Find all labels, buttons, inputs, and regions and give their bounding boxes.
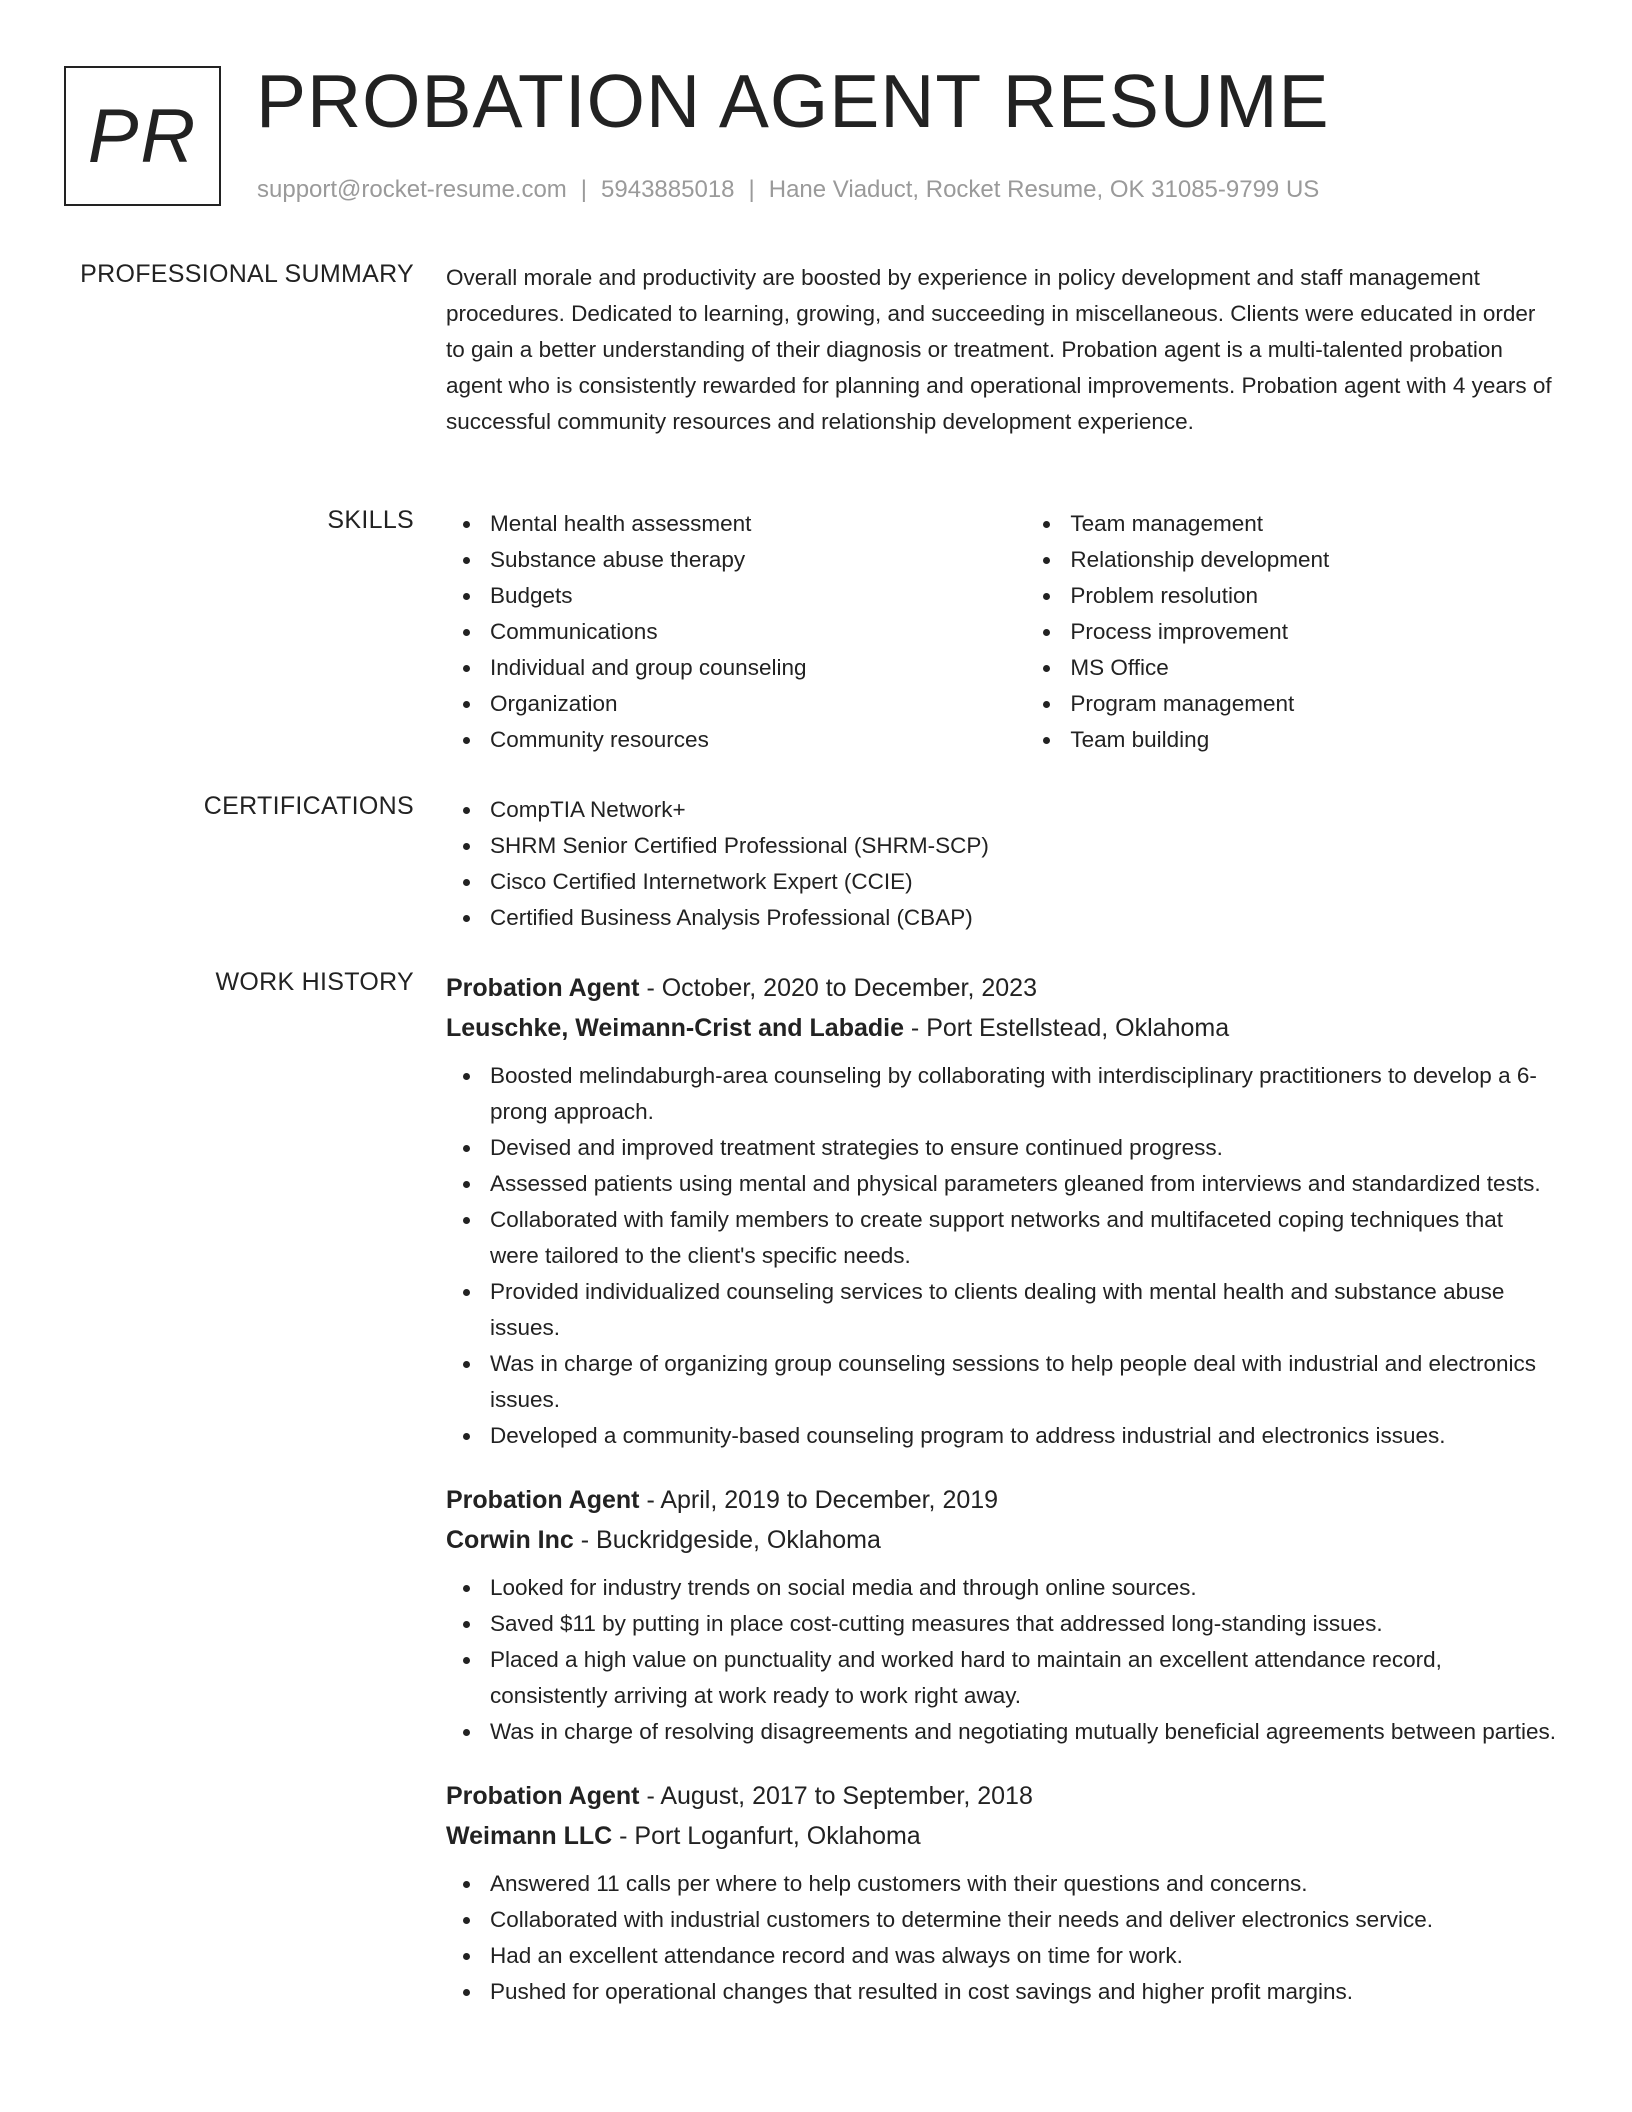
skill-item: Individual and group counseling [490,650,1026,686]
job-company: Leuschke, Weimann-Crist and Labadie [446,1014,904,1042]
certification-item: Cisco Certified Internetwork Expert (CCIE) [490,864,1558,900]
contact-line [257,176,1319,204]
certifications-body [446,792,1558,936]
section-label-summary: PROFESSIONAL SUMMARY [80,260,414,288]
skill-item: Program management [1070,686,1558,722]
skill-item: Problem resolution [1070,578,1558,614]
job-company-line [446,1008,1558,1048]
job-location: - Buckridgeside, Oklahoma [573,1526,881,1554]
job-bullet: Was in charge of resolving disagreements and negotiating mutually beneficial agreements between parties. [490,1714,1558,1750]
work-history-body [446,968,1558,2036]
job-dates: - October, 2020 to December, 2023 [639,974,1037,1002]
job-entry [446,1776,1558,2010]
certification-item: Certified Business Analysis Professional (CBAP) [490,900,1558,936]
contact-phone[interactable]: 5943885018 [601,176,735,203]
job-role: Probation Agent [446,1486,640,1514]
job-bullet: Placed a high value on punctuality and worked hard to maintain an excellent attendance record, consistently arriving at work ready to work right away. [490,1642,1558,1714]
skill-item: Team management [1070,506,1558,542]
skills-list-left [446,506,1026,758]
skill-item: Substance abuse therapy [490,542,1026,578]
job-bullet: Looked for industry trends on social media and through online sources. [490,1570,1558,1606]
skill-item: MS Office [1070,650,1558,686]
job-location: - Port Estellstead, Oklahoma [903,1014,1230,1042]
section-label-work-history: WORK HISTORY [215,968,414,996]
job-entry [446,968,1558,1454]
job-company: Weimann LLC [446,1822,613,1850]
job-company-line [446,1816,1558,1856]
job-dates: - April, 2019 to December, 2019 [639,1486,999,1514]
skill-item: Process improvement [1070,614,1558,650]
job-bullet: Saved $11 by putting in place cost-cutting measures that addressed long-standing issues. [490,1606,1558,1642]
contact-address: Hane Viaduct, Rocket Resume, OK 31085-9799 US [768,176,1320,203]
job-bullet: Pushed for operational changes that resulted in cost savings and higher profit margins. [490,1974,1558,2010]
job-bullet: Boosted melindaburgh-area counseling by collaborating with interdisciplinary practitioners to develop a 6-prong approach. [490,1058,1558,1130]
job-bullet: Collaborated with industrial customers to determine their needs and deliver electronics service. [490,1902,1558,1938]
job-company: Corwin Inc [446,1526,574,1554]
skills-list-right [1026,506,1558,758]
job-title-line [446,1776,1558,1816]
skill-item: Organization [490,686,1026,722]
job-bullet: Provided individualized counseling services to clients dealing with mental health and substance abuse issues. [490,1274,1558,1346]
skills-body [446,506,1558,758]
monogram-logo: PR [64,66,221,206]
job-role: Probation Agent [446,974,640,1002]
job-title-line [446,968,1558,1008]
skill-item: Communications [490,614,1026,650]
job-bullet: Answered 11 calls per where to help customers with their questions and concerns. [490,1866,1558,1902]
summary-body [446,260,1558,440]
job-company-line [446,1520,1558,1560]
job-bullet: Was in charge of organizing group counseling sessions to help people deal with industrial and electronics issues. [490,1346,1558,1418]
job-bullet: Developed a community-based counseling program to address industrial and electronics issues. [490,1418,1558,1454]
page-title: PROBATION AGENT RESUME [256,59,1330,143]
skill-item: Community resources [490,722,1026,758]
skill-item: Team building [1070,722,1558,758]
job-bullets [446,1058,1558,1454]
job-bullet: Collaborated with family members to create support networks and multifaceted coping techniques that were tailored to the client's specific needs. [490,1202,1558,1274]
contact-email[interactable]: support@rocket-resume.com [257,176,567,203]
job-bullets [446,1570,1558,1750]
job-bullet: Assessed patients using mental and physical parameters gleaned from interviews and standardized tests. [490,1166,1558,1202]
certifications-list [446,792,1558,936]
contact-separator: | [748,176,755,203]
job-role: Probation Agent [446,1782,640,1810]
skill-item: Mental health assessment [490,506,1026,542]
contact-separator: | [580,176,588,203]
job-location: - Port Loganfurt, Oklahoma [612,1822,921,1850]
certification-item: SHRM Senior Certified Professional (SHRM-SCP) [490,828,1558,864]
skill-item: Relationship development [1070,542,1558,578]
job-bullet: Had an excellent attendance record and was always on time for work. [490,1938,1558,1974]
section-label-skills: SKILLS [327,506,414,534]
job-title-line [446,1480,1558,1520]
summary-text: Overall morale and productivity are boosted by experience in policy development and staff management procedures. Dedicated to learning, growing, and succeeding in miscellaneous. Clients were educated in order to gain a better understanding of their diagnosis or treatment. Probation agent is a multi-talented probation agent who is consistently rewarded for planning and operational improvements. Probation agent with 4 years of successful community resources and relationship development experience. [446,265,1552,434]
skill-item: Budgets [490,578,1026,614]
certification-item: CompTIA Network+ [490,792,1558,828]
job-bullets [446,1866,1558,2010]
job-dates: - August, 2017 to September, 2018 [639,1782,1033,1810]
section-label-certifications: CERTIFICATIONS [203,792,414,820]
job-bullet: Devised and improved treatment strategies to ensure continued progress. [490,1130,1558,1166]
job-entry [446,1480,1558,1750]
